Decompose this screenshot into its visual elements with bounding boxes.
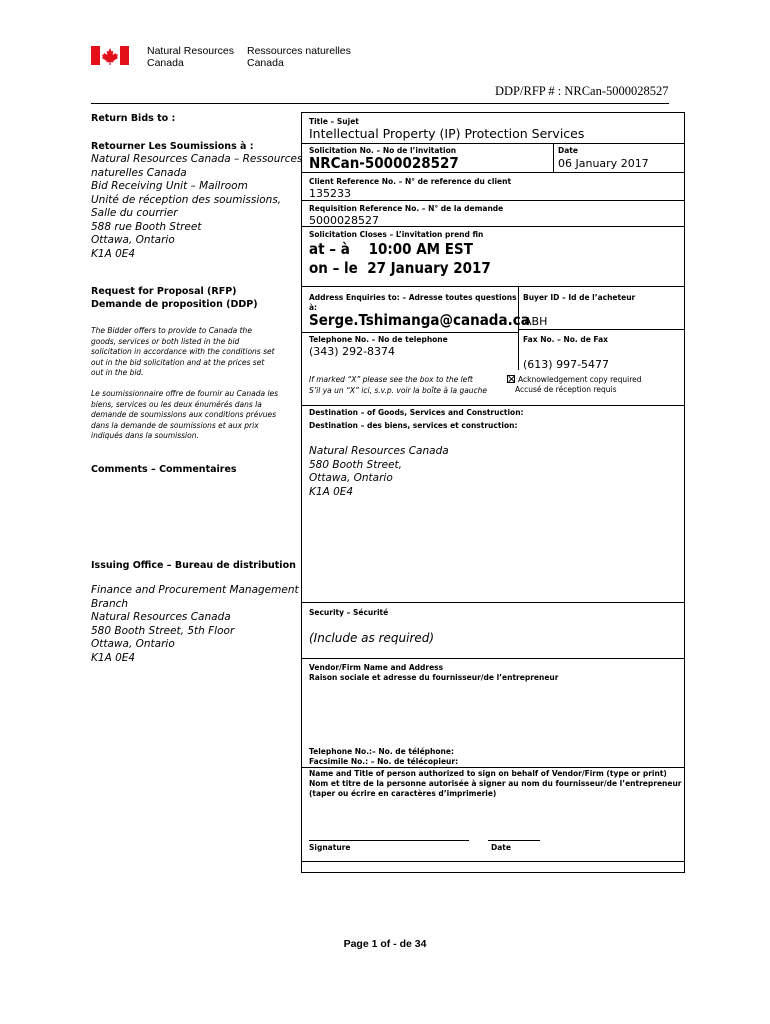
return-bids-label: Return Bids to : <box>91 113 176 124</box>
closes-date-line: on – le 27 January 2017 <box>309 259 491 277</box>
authorized-person-label: Name and Title of person authorized to sign on behalf of Vendor/Firm (type or print) Nom et titre de la personne autorisée à signer au nom du fournisseur/de l’entrepreneur (taper ou écrire en caractères d’imprimerie) <box>309 769 682 798</box>
issuing-office-label: Issuing Office – Bureau de distribution <box>91 560 296 571</box>
dept-name-en: Natural Resources Canada <box>147 45 234 69</box>
rule <box>553 143 554 172</box>
vendor-contact-labels: Telephone No.:– No. de téléphone: Facsimile No.: – No. de télécopieur: <box>309 747 459 766</box>
buyer-id-value: ABH <box>524 315 548 328</box>
signature-line[interactable] <box>309 840 469 841</box>
rule <box>302 172 684 173</box>
comments-label: Comments – Commentaires <box>91 464 237 475</box>
rfp-title: Request for Proposal (RFP) Demande de proposition (DDP) <box>91 286 258 310</box>
date-label: Date <box>558 146 578 155</box>
rule <box>302 767 684 768</box>
rule <box>302 332 518 333</box>
fax-label: Fax No. – No. de Fax <box>523 335 608 344</box>
destination-address: Natural Resources Canada 580 Booth Street, Ottawa, Ontario K1A 0E4 <box>309 445 449 498</box>
title-label: Title – Sujet <box>309 117 359 126</box>
bid-return-address: Natural Resources Canada – Ressources naturelles Canada Bid Receiving Unit – Mailroom Unité de réception des soumissions, Salle du courrier 588 rue Booth Street Ottawa, Ontario K1A 0E4 <box>91 153 303 260</box>
rule <box>518 329 684 330</box>
date-value: 06 January 2017 <box>558 157 649 170</box>
solicitation-value: NRCan-5000028527 <box>309 154 459 172</box>
rule <box>302 143 684 144</box>
solicitation-form <box>301 112 685 873</box>
client-ref-label: Client Reference No. – N° de reference du client <box>309 177 512 186</box>
enquiries-email: Serge.Tshimanga@canada.ca <box>309 311 530 329</box>
rule <box>302 658 684 659</box>
security-label: Security – Sécurité <box>309 608 389 617</box>
rule <box>302 861 684 862</box>
signature-label: Signature <box>309 843 351 852</box>
telephone-value: (343) 292-8374 <box>309 345 396 358</box>
rfp-reference: DDP/RFP # : NRCan-5000028527 <box>495 84 669 98</box>
client-ref-value: 135233 <box>309 187 351 200</box>
signature-date-label: Date <box>491 843 511 852</box>
requisition-value: 5000028527 <box>309 214 379 227</box>
retourner-label: Retourner Les Soumissions à : <box>91 141 254 152</box>
closes-time-line: at – à 10:00 AM EST <box>309 240 473 258</box>
date-line[interactable] <box>488 840 540 841</box>
page-number: Page 1 of - de 34 <box>343 938 427 950</box>
requisition-label: Requisition Reference No. – N° de la demande <box>309 204 504 213</box>
vendor-label: Vendor/Firm Name and Address Raison sociale et adresse du fournisseur/de l’entrepreneur <box>309 663 559 682</box>
destination-label: Destination – of Goods, Services and Construction: Destination – des biens, services et construction: <box>309 408 524 430</box>
rule <box>302 405 684 406</box>
fax-value: (613) 997-5477 <box>523 358 610 371</box>
dept-name-fr: Ressources naturelles Canada <box>247 45 351 69</box>
acknowledgement-required: Acknowledgement copy required Accusé de réception requis <box>507 375 642 395</box>
bidder-offer-fr: Le soumissionnaire offre de fournir au Canada les biens, services ou les deux énumérés dans la demande de soumissions aux conditions prévues dans la demande de soumissions et aux prix indiqués dans la soumission. <box>91 389 279 440</box>
enquiries-label: Address Enquiries to: – Adresse toutes questions à: <box>309 293 517 312</box>
acknowledgement-checkbox[interactable] <box>507 375 515 383</box>
issuing-office-address: Finance and Procurement Management Branch Natural Resources Canada 580 Booth Street, 5th Floor Ottawa, Ontario K1A 0E4 <box>91 584 299 664</box>
marked-x-note: If marked “X” please see the box to the left S’il ya un “X” ici, s.v.p. voir la boîte à la gauche <box>309 375 488 395</box>
solicitation-label: Solicitation No. – No de l’invitation <box>309 146 457 155</box>
rule <box>302 602 684 603</box>
rule <box>302 286 684 287</box>
title-value: Intellectual Property (IP) Protection Services <box>309 126 585 141</box>
buyer-id-label: Buyer ID – Id de l’acheteur <box>523 293 636 302</box>
security-value: (Include as required) <box>309 631 435 645</box>
header-divider <box>91 103 669 104</box>
canada-flag-icon <box>91 46 129 65</box>
rule <box>302 200 684 201</box>
telephone-label: Telephone No. – No de telephone <box>309 335 448 344</box>
bidder-offer-en: The Bidder offers to provide to Canada the goods, services or both listed in the bid solicitation in accordance with the conditions set out in the bid solicitation and at the prices set out in the bid. <box>91 326 275 377</box>
closes-label: Solicitation Closes – L’invitation prend fin <box>309 230 484 239</box>
